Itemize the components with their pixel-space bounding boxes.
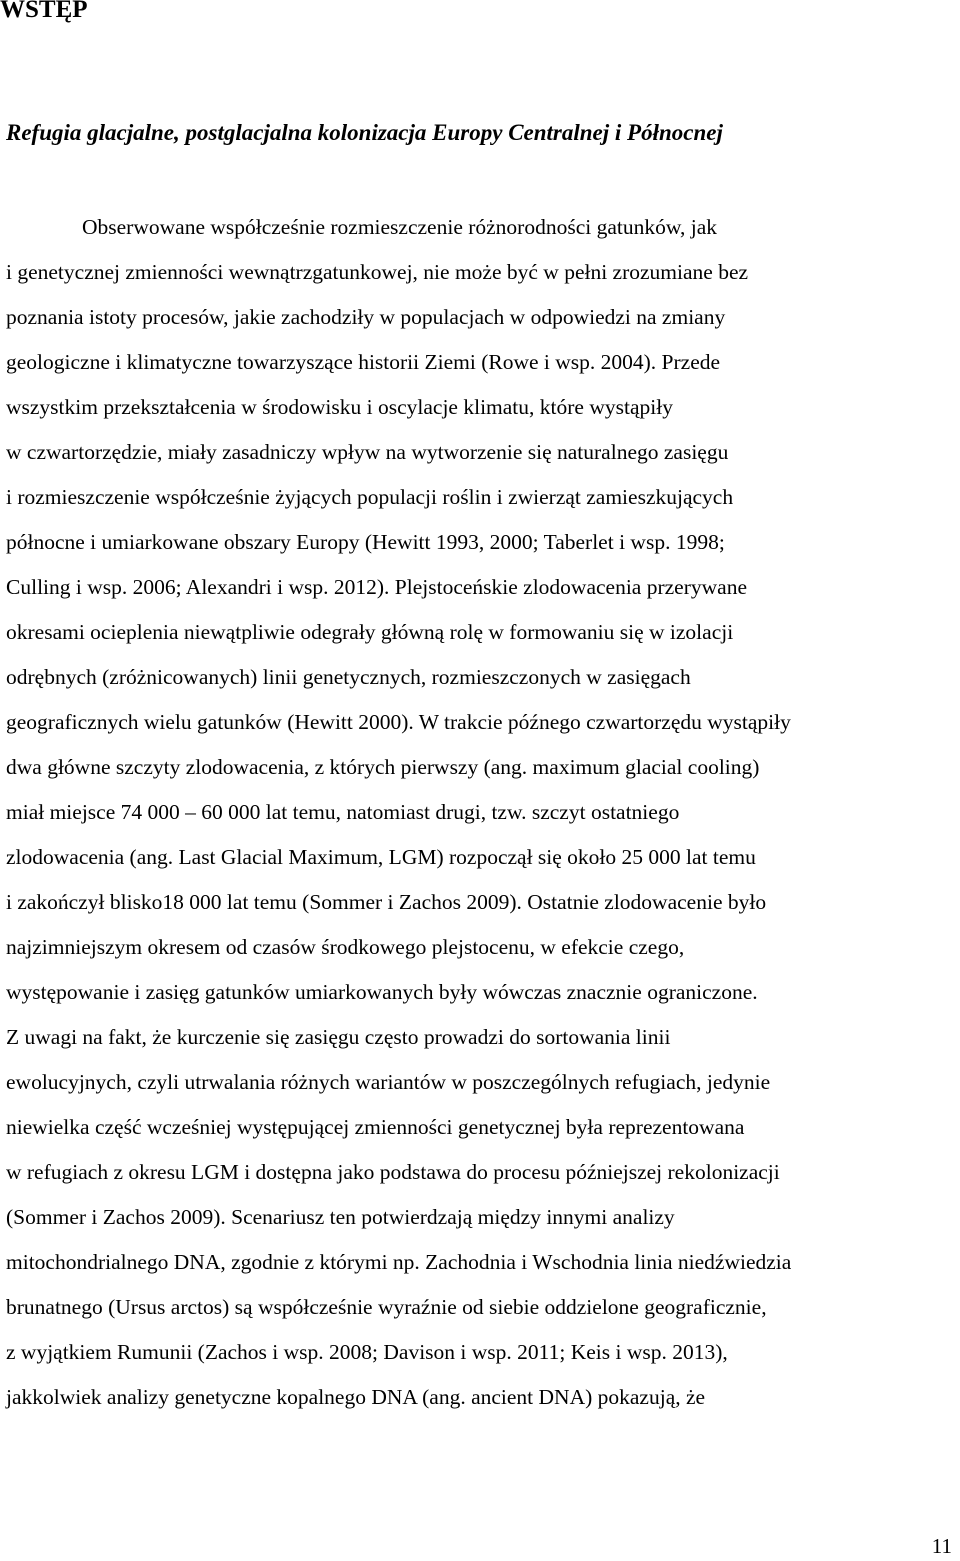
text-line: północne i umiarkowane obszary Europy (Hewitt 1993, 2000; Taberlet i wsp. 1998; (6, 530, 725, 554)
text-line: i rozmieszczenie współcześnie żyjących populacji roślin i zwierząt zamieszkujących (6, 485, 734, 509)
text-line: mitochondrialnego DNA, zgodnie z którymi np. Zachodnia i Wschodnia linia niedźwiedzia (6, 1250, 792, 1274)
text-line: ewolucyjnych, czyli utrwalania różnych wariantów w poszczególnych refugiach, jedynie (6, 1070, 771, 1094)
text-line: Z uwagi na fakt, że kurczenie się zasięgu często prowadzi do sortowania linii (6, 1025, 671, 1049)
text-line: w czwartorzędzie, miały zasadniczy wpływ na wytworzenie się naturalnego zasięgu (6, 440, 729, 464)
text-line: miał miejsce 74 000 – 60 000 lat temu, natomiast drugi, tzw. szczyt ostatniego (6, 800, 680, 824)
text-line: odrębnych (zróżnicowanych) linii genetycznych, rozmieszczonych w zasięgach (6, 665, 691, 689)
text-line: zlodowacenia (ang. Last Glacial Maximum, LGM) rozpoczął się około 25 000 lat temu (6, 845, 756, 869)
text-line: geograficznych wielu gatunków (Hewitt 2000). W trakcie późnego czwartorzędu wystąpiły (6, 710, 791, 734)
page-number: 11 (931, 1534, 952, 1558)
text-line: (Sommer i Zachos 2009). Scenariusz ten potwierdzają między innymi analizy (6, 1205, 675, 1229)
text-line: niewielka część wcześniej występującej zmienności genetycznej była reprezentowana (6, 1115, 745, 1139)
text-line: dwa główne szczyty zlodowacenia, z których pierwszy (ang. maximum glacial cooling) (6, 755, 760, 779)
text-line: w refugiach z okresu LGM i dostępna jako podstawa do procesu późniejszej rekolonizacji (6, 1160, 780, 1184)
text-line: poznania istoty procesów, jakie zachodziły w populacjach w odpowiedzi na zmiany (6, 305, 726, 329)
text-line: geologiczne i klimatyczne towarzyszące historii Ziemi (Rowe i wsp. 2004). Przede (6, 350, 721, 374)
text-line: i zakończył blisko18 000 lat temu (Sommer i Zachos 2009). Ostatnie zlodowacenie było (6, 890, 767, 914)
text-line: wszystkim przekształcenia w środowisku i oscylacje klimatu, które wystąpiły (6, 395, 673, 419)
body-paragraph (6, 205, 960, 1420)
text-line: Culling i wsp. 2006; Alexandri i wsp. 2012). Plejstoceńskie zlodowacenia przerywane (6, 575, 747, 599)
text-line: występowanie i zasięg gatunków umiarkowanych były wówczas znacznie ograniczone. (6, 980, 758, 1004)
text-line: i genetycznej zmienności wewnątrzgatunkowej, nie może być w pełni zrozumiane bez (6, 260, 749, 284)
text-line: Obserwowane współcześnie rozmieszczenie różnorodności gatunków, jak (82, 215, 718, 239)
text-line: okresami ocieplenia niewątpliwie odegrały główną rolę w formowaniu się w izolacji (6, 620, 734, 644)
section-title: Refugia glacjalne, postglacjalna kolonizacja Europy Centralnej i Północnej (6, 120, 723, 145)
text-line: jakkolwiek analizy genetyczne kopalnego DNA (ang. ancient DNA) pokazują, że (6, 1385, 706, 1409)
chapter-title: WSTĘP (0, 0, 88, 23)
text-line: najzimniejszym okresem od czasów środkowego plejstocenu, w efekcie czego, (6, 935, 685, 959)
text-line: brunatnego (Ursus arctos) są współcześnie wyraźnie od siebie oddzielone geograficznie, (6, 1295, 767, 1319)
text-line: z wyjątkiem Rumunii (Zachos i wsp. 2008; Davison i wsp. 2011; Keis i wsp. 2013), (6, 1340, 728, 1364)
